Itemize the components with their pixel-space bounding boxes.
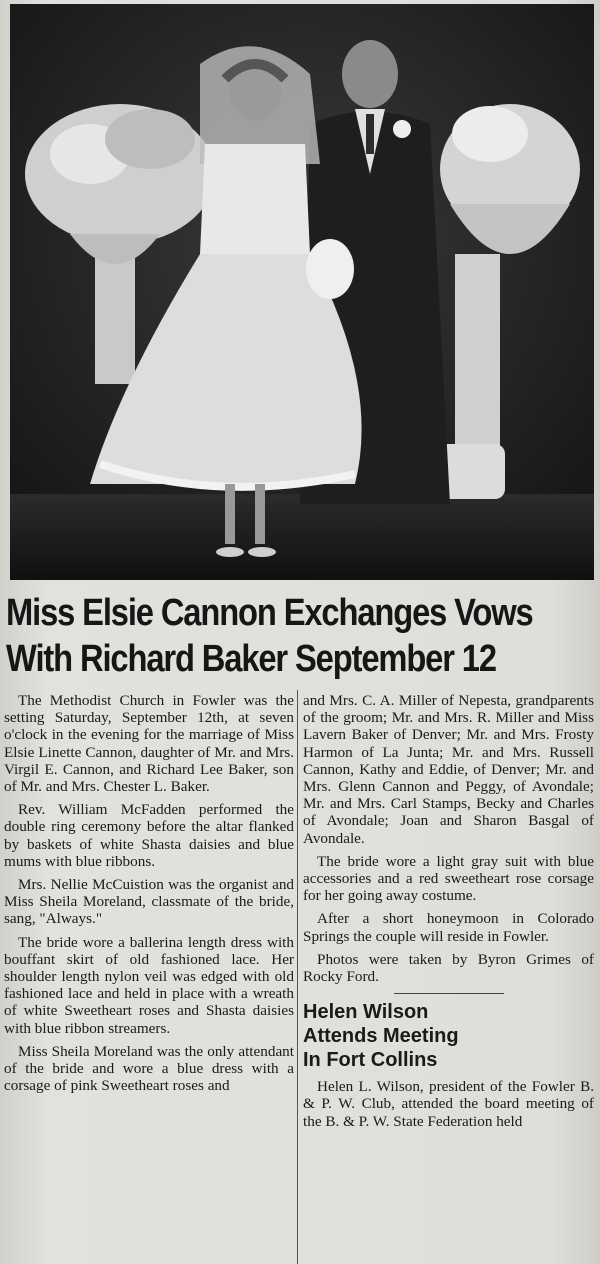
headline: [6, 590, 533, 682]
right-column: [303, 692, 594, 1264]
paragraph: Miss Sheila Moreland was the only attendant of the bride and wore a blue dress with a corsage of pink Sweetheart roses and: [4, 1042, 294, 1095]
paragraph: and Mrs. C. A. Miller of Nepesta, grandparents of the groom; Mr. and Mrs. R. Miller and Miss Lavern Baker of Denver; Mr. and Mrs. Frosty Harmon of La Junta; Mr. and Mrs. Russell Cannon, Kathy and Eddie, of Denver; Mr. and Mrs. Glenn Cannon and Peggy, of Avondale; Mr. and Mrs. Carl Stamps, Becky and Charles of Avondale; Joan and Sharon Basgal of Avondale.: [303, 692, 594, 847]
paragraph: Mrs. Nellie McCuistion was the organist and Miss Sheila Moreland, classmate of the bride, sang, "Always.": [4, 876, 294, 928]
paragraph: Helen L. Wilson, president of the Fowler B. & P. W. Club, attended the board meeting of the B. & P. W. State Federation held: [303, 1078, 594, 1130]
paragraph: After a short honeymoon in Colorado Springs the couple will reside in Fowler.: [303, 910, 594, 945]
subheadline: [303, 1000, 594, 1072]
headline-line-2: With Richard Baker September 12: [6, 638, 496, 680]
paragraph: The bride wore a light gray suit with blue accessories and a red sweetheart rose corsage for her going away costume.: [303, 852, 594, 905]
paragraph: The Methodist Church in Fowler was the setting Saturday, September 12th, at seven o'clock in the evening for the marriage of Miss Elsie Linette Cannon, daughter of Mr. and Mrs. Virgil E. Cannon, and Richard Lee Baker, son of Mr. and Mrs. Chester L. Baker.: [4, 692, 294, 796]
paragraph: Photos were taken by Byron Grimes of Rocky Ford.: [303, 950, 594, 986]
paragraph: The bride wore a ballerina length dress with bouffant skirt of old fashioned lace. Her shoulder length nylon veil was edged with old fashioned lace and held in place with a wreath of white Sweetheart roses and Shasta daisies with blue ribbon streamers.: [4, 933, 294, 1037]
wedding-photo-image: [10, 4, 594, 580]
subheadline-line-2: Attends Meeting: [303, 1025, 459, 1048]
wedding-photo: [10, 4, 594, 580]
headline-line-1: Miss Elsie Cannon Exchanges Vows: [6, 592, 533, 634]
left-column: [4, 692, 294, 1264]
paragraph: Rev. William McFadden performed the double ring ceremony before the altar flanked by baskets of white Shasta daisies and blue mums with blue ribbons.: [4, 801, 294, 870]
subheadline-line-1: Helen Wilson: [303, 1001, 429, 1024]
section-divider: [394, 993, 504, 994]
column-divider: [297, 690, 298, 1264]
subheadline-line-3: In Fort Collins: [303, 1049, 438, 1072]
